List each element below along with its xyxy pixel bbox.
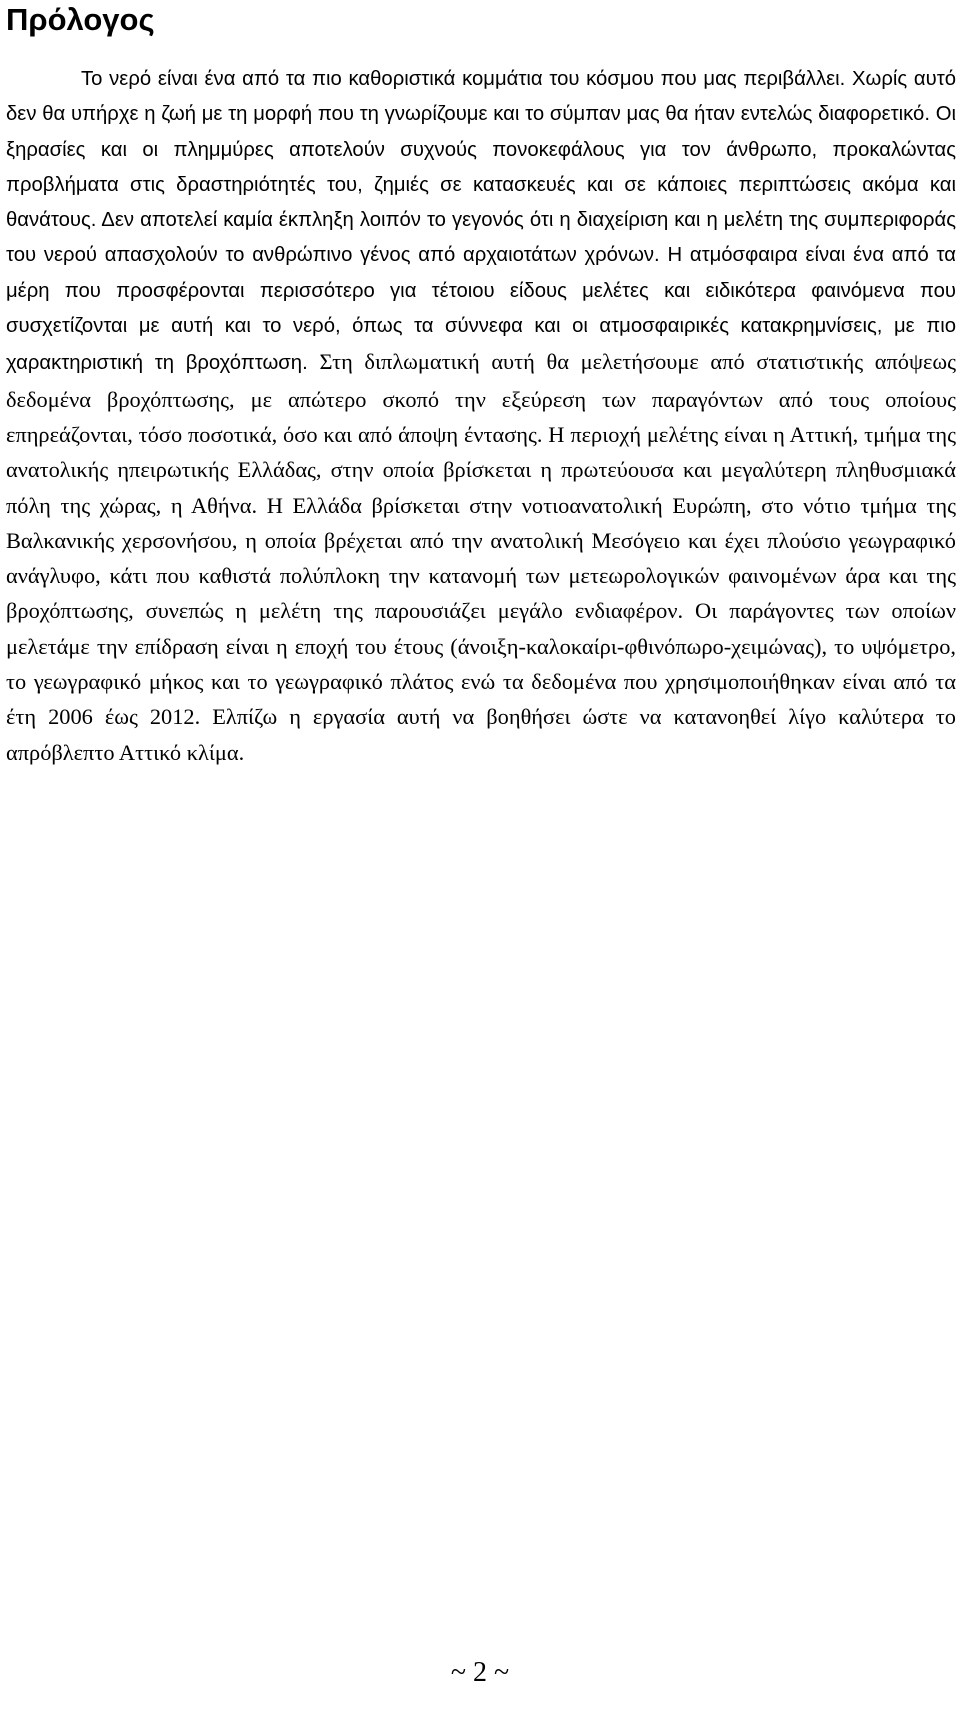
- page-number: ~ 2 ~: [450, 1657, 510, 1688]
- paragraph-segment-3: Η ατμόσφαιρα είναι ένα από τα μέρη που προσφέρονται περισσότερο για τέτοιου είδους μελέτες και ειδικότερα φαινόμενα που συσχετίζονται με αυτή και το νερό, όπως τα σύννεφα και οι ατμοσφαιρικές κατακρημνίσεις, με πιο χαρακτηριστική τη βροχόπτωση.: [6, 244, 956, 375]
- page-title: Πρόλογος: [6, 2, 155, 37]
- paragraph-segment-2: Οι ξηρασίες και οι πλημμύρες αποτελούν συχνούς πονοκεφάλους για τον άνθρωπο, προκαλώντας προβλήματα στις δραστηριότητές του, ζημιές σε κατασκευές και σε κάποιες περιπτώσεις ακόμα και θανάτους. Δεν αποτελεί καμία έκπληξη λοιπόν το γεγονός ότι η διαχείριση και η μελέτη της συμπεριφοράς του νερού απασχολούν το ανθρώπινο γένος από αρχαιοτάτων χρόνων.: [6, 103, 956, 267]
- preface-paragraph: [6, 62, 956, 770]
- paragraph-segment-4: Στη διπλωματική αυτή θα μελετήσουμε από στατιστικής απόψεως δεδομένα βροχόπτωσης, με απώτερο σκοπό την εξεύρεση των παραγόντων από τους οποίους επηρεάζονται, τόσο ποσοτικά, όσο και από άποψη έντασης. Η περιοχή μελέτης είναι η Αττική, τμήμα της ανατολικής ηπειρωτικής Ελλάδας, στην οποία βρίσκεται η πρωτεύουσα και μεγαλύτερη πληθυσμιακά πόλη της χώρας, η Αθήνα. Η Ελλάδα βρίσκεται στην νοτιοανατολική Ευρώπη, στο νότιο τμήμα της Βαλκανικής χερσονήσου, η οποία βρέχεται από την ανατολική Μεσόγειο και έχει πλούσιο γεωγραφικό ανάγλυφο, κάτι που καθιστά πολύπλοκη την κατανομή των μετεωρολογικών φαινομένων άρα και της βροχόπτωσης, συνεπώς η μελέτη της παρουσιάζει μεγάλο ενδιαφέρον. Οι παράγοντες των οποίων μελετάμε την επίδραση είναι η εποχή του έτους (άνοιξη-καλοκαίρι-φθινόπωρο-χειμώνας), το υψόμετρο, το γεωγραφικό μήκος και το γεωγραφικό πλάτος ενώ τα δεδομένα που χρησιμοποιήθηκαν είναι από τα έτη 2006 έως 2012. Ελπίζω η εργασία αυτή να βοηθήσει ώστε να κατανοηθεί λίγο καλύτερα το απρόβλεπτο Αττικό κλίμα.: [6, 349, 957, 765]
- paragraph-segment-1: Το νερό είναι ένα από τα πιο καθοριστικά κομμάτια του κόσμου που μας περιβάλλει. Χωρίς αυτό δεν θα υπήρχε η ζωή με τη μορφή που τη γνωρίζουμε και το σύμπαν μας θα ήταν εντελώς διαφορετικό.: [6, 68, 956, 126]
